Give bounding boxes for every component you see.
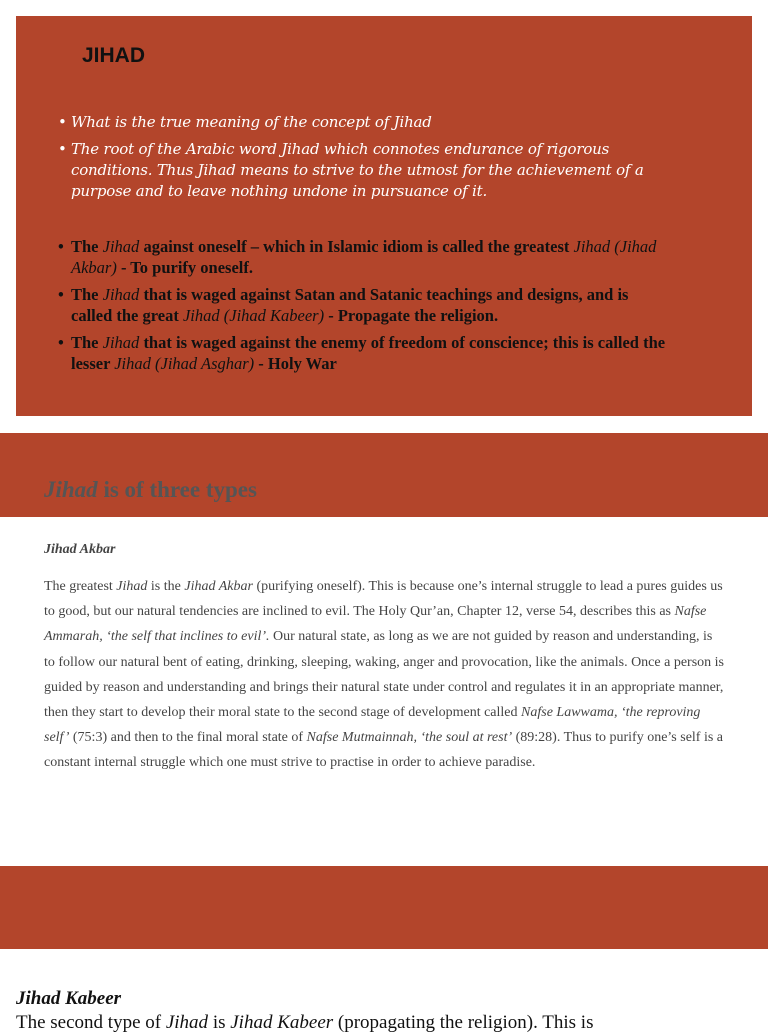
bullet-jihad-asghar: • The Jihad that is waged against the enemy of freedom of conscience; this is called the lesser Jihad (Jihad Asghar) - Holy War xyxy=(58,333,666,373)
bold-bullet-list xyxy=(58,236,668,380)
bullet-jihad-kabeer: • The Jihad that is waged against Satan and Satanic teachings and designs, and is called the great Jihad (Jihad Kabeer) - Propagate the religion. xyxy=(58,285,629,325)
bullet-arabic-root: • The root of the Arabic word Jihad which connotes endurance of rigorous conditions. Thus Jihad means to strive to the utmost for the achievement of a purpose and to leave nothing undone in pursuance of it. xyxy=(58,140,644,200)
bullet-jihad-akbar: • The Jihad against oneself – which in Islamic idiom is called the greatest Jihad (Jihad Akbar) - To purify oneself. xyxy=(58,237,657,277)
italic-bullet-list xyxy=(58,112,658,208)
bullet-dot: • xyxy=(58,285,64,304)
bullet-dot: • xyxy=(58,140,67,158)
bullet-dot: • xyxy=(58,237,64,256)
divider-band xyxy=(0,866,768,949)
jihad-akbar-paragraph: The greatest Jihad is the Jihad Akbar (purifying oneself). This is because one’s internal struggle to lead a pures guides us to good, but our natural tendencies are inclined to evil. The Holy Qur’an, Chapter 12, verse 54, describes this as Nafse Ammarah, ‘the self that inclines to evil’. Our natural state, as long as we are not guided by reason and understanding, is to follow our natural bent of eating, drinking, sleeping, waking, anger and provocation, like the animals. Once a person is guided by reason and understanding and brings their natural state under control and regulates it in an appropriate manner, then they start to develop their moral state to the second stage of development called Nafse Lawwama, ‘the reproving self’ (75:3) and then to the final moral state of Nafse Mutmainnah, ‘the soul at rest’ (89:28). Thus to purify one’s self is a constant internal struggle which one must strive to practise in order to achieve paradise. xyxy=(44,579,724,771)
bullet-meaning-question: • What is the true meaning of the concept of Jihad xyxy=(58,113,432,131)
slide-title: JIHAD xyxy=(82,44,146,67)
jihad-kabeer-heading: Jihad Kabeer xyxy=(16,988,122,1009)
jihad-kabeer-paragraph: The second type of Jihad is Jihad Kabeer (propagating the religion). This is xyxy=(16,1012,594,1033)
section-title: Jihad is of three types xyxy=(44,477,257,502)
jihad-akbar-heading: Jihad Akbar xyxy=(44,542,116,557)
jihad-slide xyxy=(16,16,752,416)
bullet-dot: • xyxy=(58,113,67,131)
bullet-dot: • xyxy=(58,333,64,352)
section-header-band xyxy=(0,433,768,517)
